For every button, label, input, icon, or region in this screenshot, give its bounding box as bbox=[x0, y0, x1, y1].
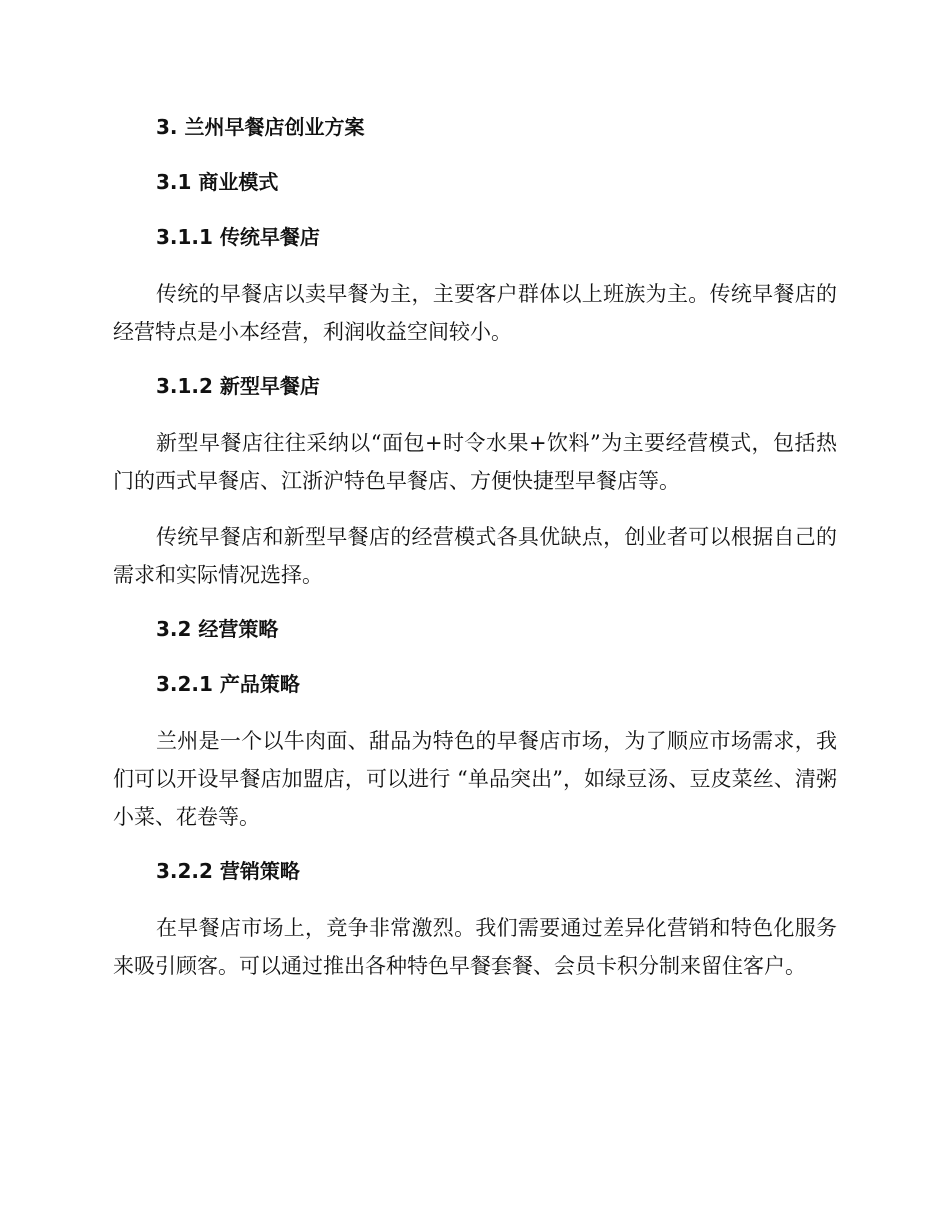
paragraph-comparison: 传统早餐店和新型早餐店的经营模式各具优缺点，创业者可以根据自己的需求和实际情况选择。 bbox=[113, 525, 837, 587]
section-heading-3-2-1: 3.2.1 产品策略 bbox=[156, 672, 300, 696]
section-heading-3-1-2: 3.1.2 新型早餐店 bbox=[156, 374, 320, 398]
section-heading-3-2-2: 3.2.2 营销策略 bbox=[156, 859, 300, 883]
section-heading-3-2: 3.2 经营策略 bbox=[156, 617, 279, 641]
paragraph-product-strategy: 兰州是一个以牛肉面、甜品为特色的早餐店市场，为了顺应市场需求，我们可以开设早餐店加盟店，可以进行 “单品突出”，如绿豆汤、豆皮菜丝、清粥小菜、花卷等。 bbox=[113, 729, 837, 829]
paragraph-new-shop: 新型早餐店往往采纳以“面包+时令水果+饮料”为主要经营模式，包括热门的西式早餐店、江浙沪特色早餐店、方便快捷型早餐店等。 bbox=[113, 431, 837, 493]
paragraph-traditional-shop: 传统的早餐店以卖早餐为主，主要客户群体以上班族为主。传统早餐店的经营特点是小本经营，利润收益空间较小。 bbox=[113, 282, 837, 344]
section-heading-3: 3. 兰州早餐店创业方案 bbox=[156, 115, 365, 139]
document-body bbox=[113, 110, 837, 985]
paragraph-marketing-strategy: 在早餐店市场上，竞争非常激烈。我们需要通过差异化营销和特色化服务来吸引顾客。可以通过推出各种特色早餐套餐、会员卡积分制来留住客户。 bbox=[113, 916, 837, 978]
section-heading-3-1-1: 3.1.1 传统早餐店 bbox=[156, 225, 320, 249]
section-heading-3-1: 3.1 商业模式 bbox=[156, 170, 279, 194]
